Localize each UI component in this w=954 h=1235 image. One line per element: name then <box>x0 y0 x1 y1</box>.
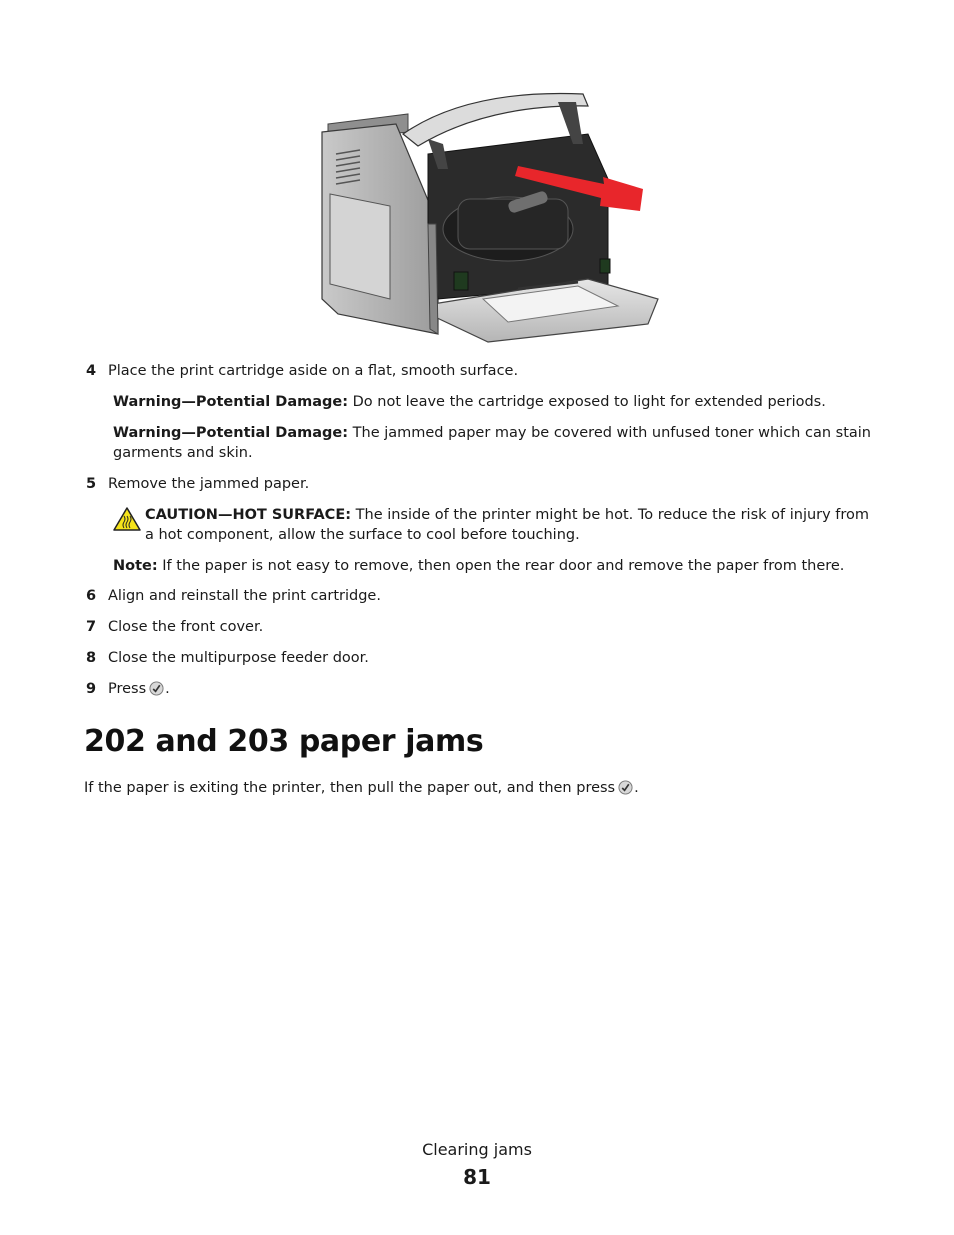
printer-cartridge-removal-illustration <box>318 84 663 349</box>
warning-text: Do not leave the cartridge exposed to light for extended periods. <box>348 394 826 410</box>
step-number: 7 <box>86 619 97 635</box>
step-number: 9 <box>86 681 97 697</box>
step-text: Press <box>108 681 147 697</box>
step-number: 8 <box>86 650 97 666</box>
step-5 <box>86 475 309 494</box>
caution-hot-surface <box>113 506 873 545</box>
step-number: 6 <box>86 588 97 604</box>
footer-chapter-title: Clearing jams <box>422 1140 532 1159</box>
intro-text: If the paper is exiting the printer, then pull the paper out, and then press <box>84 780 616 796</box>
step-number: 4 <box>86 363 97 379</box>
intro-text-end: . <box>634 780 639 796</box>
step-text-end: . <box>165 681 170 697</box>
warning-label: Warning—Potential Damage: <box>113 425 349 441</box>
step-7 <box>86 618 263 637</box>
section-heading: 202 and 203 paper jams <box>84 724 484 759</box>
step-text: Remove the jammed paper. <box>108 476 310 492</box>
checkmark-select-icon <box>149 681 164 696</box>
caution-label: CAUTION—HOT SURFACE: <box>145 507 352 523</box>
checkmark-select-icon <box>618 780 633 795</box>
warning-text: The jammed paper may be covered with unfused toner which can stain garments and skin. <box>113 425 871 461</box>
note-text: If the paper is not easy to remove, then open the rear door and remove the paper from there. <box>157 558 845 574</box>
warning-light-exposure <box>113 393 873 413</box>
section-intro <box>84 779 639 798</box>
step-number: 5 <box>86 476 97 492</box>
step-8 <box>86 649 369 668</box>
caution-text: The inside of the printer might be hot. To reduce the risk of injury from a hot component, allow the surface to cool before touching. <box>145 507 870 543</box>
footer-page-number: 81 <box>463 1165 491 1189</box>
step-4 <box>86 362 518 381</box>
warning-toner-stain <box>113 424 873 463</box>
step-text: Close the front cover. <box>108 619 264 635</box>
hot-surface-caution-icon <box>113 506 141 532</box>
note <box>113 557 873 577</box>
step-text: Align and reinstall the print cartridge. <box>108 588 381 604</box>
note-label: Note: <box>113 558 158 574</box>
warning-label: Warning—Potential Damage: <box>113 394 349 410</box>
step-6 <box>86 587 381 606</box>
step-text: Place the print cartridge aside on a flat, smooth surface. <box>108 363 519 379</box>
step-9 <box>86 680 170 699</box>
step-text: Close the multipurpose feeder door. <box>108 650 369 666</box>
